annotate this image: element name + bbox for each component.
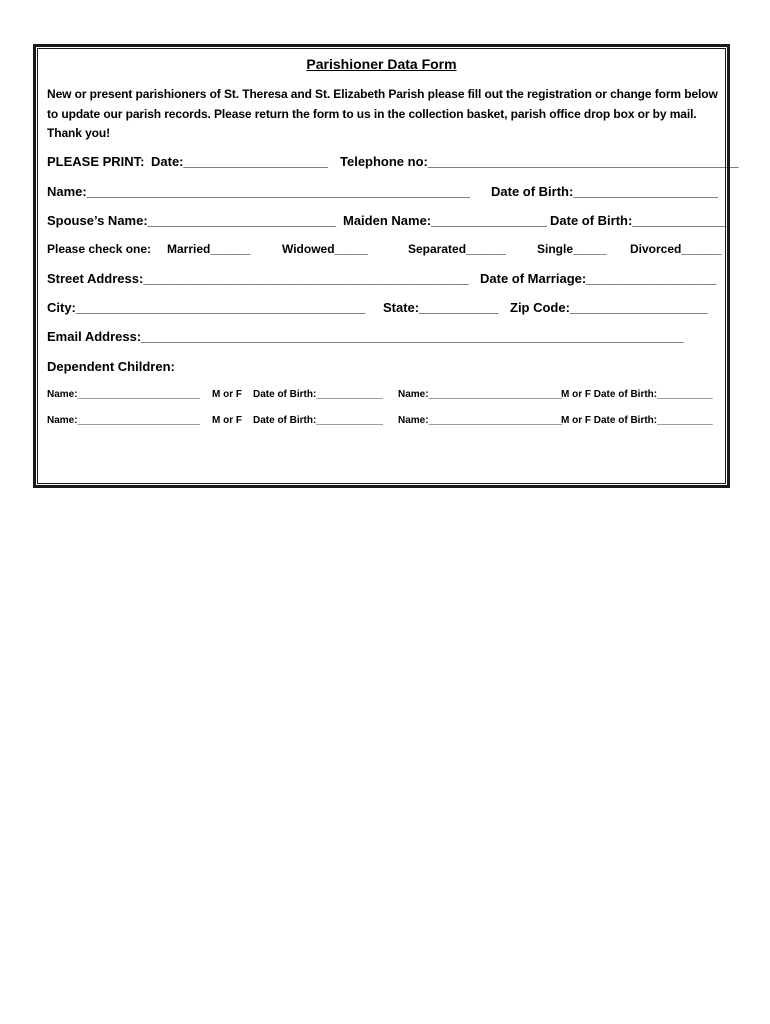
please-print-label: PLEASE PRINT:	[47, 154, 145, 169]
child-sex-date-of-birth-field[interactable]: M or F Date of Birth:__________	[561, 415, 713, 426]
child-sex-date-of-birth-field[interactable]: M or F Date of Birth:__________	[561, 389, 713, 400]
maiden-name-field[interactable]: Maiden Name:________________	[343, 213, 547, 228]
date-of-birth-field[interactable]: Date of Birth:____________________	[491, 184, 718, 199]
state-field[interactable]: State:___________	[383, 300, 499, 315]
street-address-field[interactable]: Street Address:_____________________________________________	[47, 271, 469, 286]
separated-checkbox[interactable]: Separated______	[408, 242, 507, 256]
date-field[interactable]: Date:____________________	[151, 154, 329, 169]
date-of-marriage-field[interactable]: Date of Marriage:__________________	[480, 271, 717, 286]
email-address-field[interactable]: Email Address:___________________________________________________________________________	[47, 329, 684, 344]
widowed-checkbox[interactable]: Widowed_____	[282, 242, 368, 256]
form-intro: New or present parishioners of St. Theresa and St. Elizabeth Parish please fill out the registration or change form below to update our parish records. Please return the form to us in the collection basket, parish office drop box or by mail. Thank you!	[47, 87, 718, 140]
child-name-field[interactable]: Name:______________________	[47, 389, 200, 400]
check-one-label: Please check one:	[47, 242, 152, 256]
married-checkbox[interactable]: Married______	[167, 242, 251, 256]
telephone-field[interactable]: Telephone no:___________________________________________	[340, 154, 739, 169]
child-sex-field[interactable]: M or F	[212, 415, 242, 426]
city-field[interactable]: City:________________________________________	[47, 300, 366, 315]
single-checkbox[interactable]: Single_____	[537, 242, 607, 256]
child-date-of-birth-field[interactable]: Date of Birth:____________	[253, 389, 384, 400]
name-field[interactable]: Name:_____________________________________________________	[47, 184, 470, 199]
zip-code-field[interactable]: Zip Code:___________________	[510, 300, 708, 315]
dependent-children-heading: Dependent Children:	[47, 359, 175, 374]
child-name-field[interactable]: Name:______________________	[47, 415, 200, 426]
child-name-field[interactable]: Name:________________________	[398, 415, 563, 426]
parishioner-data-form	[33, 44, 739, 488]
spouse-date-of-birth-field[interactable]: Date of Birth:_____________	[550, 213, 727, 228]
child-sex-field[interactable]: M or F	[212, 389, 242, 400]
child-date-of-birth-field[interactable]: Date of Birth:____________	[253, 415, 384, 426]
child-name-field[interactable]: Name:________________________	[398, 389, 563, 400]
form-title: Parishioner Data Form	[306, 56, 457, 72]
spouse-name-field[interactable]: Spouse’s Name:__________________________	[47, 213, 336, 228]
divorced-checkbox[interactable]: Divorced______	[630, 242, 722, 256]
